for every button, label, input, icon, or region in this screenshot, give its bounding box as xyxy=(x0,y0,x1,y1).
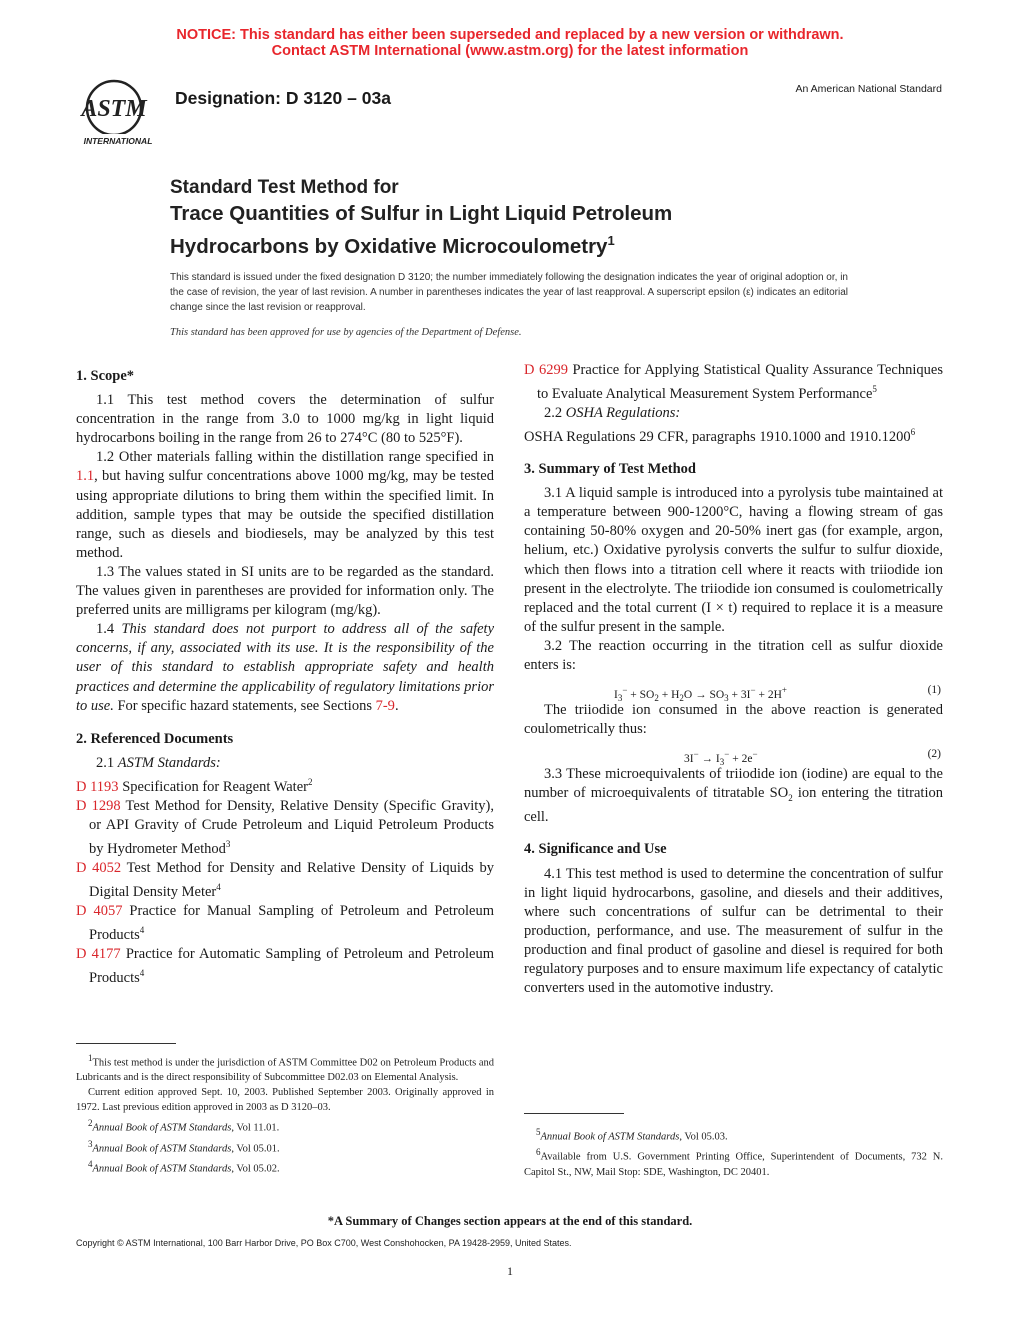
footnotes-right xyxy=(524,1125,943,1181)
ref-item: D 1298 Test Method for Density, Relative Density (Specific Gravity), or API Gravity of Crude Petroleum and Liquid Petroleum Products by Hydrometer Method$^3$ xyxy=(76,797,494,857)
title-line-1: Standard Test Method for xyxy=(170,177,399,198)
svg-text:INTERNATIONAL: INTERNATIONAL xyxy=(83,136,153,146)
astm-standards-label: 2.1 ASTM Standards: xyxy=(96,754,221,771)
title-footnote-mark: 1 xyxy=(607,233,615,248)
ref-item: D 1193 Specification for Reagent Water$^2$ xyxy=(76,776,313,795)
footnote-3: $^3$Annual Book of ASTM Standards, Vol 05.01. xyxy=(88,1138,280,1155)
astm-logo xyxy=(76,78,160,150)
equation-1: $I_3^- + SO_2 + H_2O \to SO_3 + 3I^- + 2H^+$ (1) xyxy=(524,675,943,701)
ref-link[interactable]: D 6299 xyxy=(524,362,568,378)
document-title xyxy=(170,176,672,260)
footnote-2: $^2$Annual Book of ASTM Standards, Vol 11.01. xyxy=(88,1118,280,1134)
equation-1-number: (1) xyxy=(927,684,941,697)
designation: Designation: D 3120 – 03a xyxy=(175,88,391,108)
ref-item: D 4057 Practice for Manual Sampling of Petroleum and Petroleum Products$^4$ xyxy=(76,902,494,943)
notice-line-1: NOTICE: This standard has either been superseded and replaced by a new version or withdrawn. xyxy=(176,27,844,43)
equation-2: $3I^- \to I_3^- + 2e^-$ (2) xyxy=(524,739,943,765)
title-line-3: Hydrocarbons by Oxidative Microcoulometry xyxy=(170,234,608,258)
scope-1-2: 1.2 Other materials falling within the distillation range specified in 1.1, but having sulfur concentrations above 1000 mg/kg, may be tested using appropriate dilutions to bring them within the specified limit. In addition, sample types that may be outside the specified distillation range, such as diesels and biodiesels, may be analyzed by this test method. xyxy=(76,449,494,561)
equation-2-number: (2) xyxy=(927,748,941,761)
summary-3-1: 3.1 A liquid sample is introduced into a pyrolysis tube maintained at a temperature between 900-1200°C, having a flowing stream of gas containing 50-80% oxygen and 20-50% inert gas (for example, argon, helium, etc.) Oxidative pyrolysis converts the sulfur to sulfur dioxide, which then flows into a titration cell where it reacts with triiodide ion present in the electrolyte. The triiodide ion consumed is coulometrically replaced and the total current (I × t) required to replace it is a measure of the sulfur present in the sample. xyxy=(524,485,943,635)
footnote-4: $^4$Annual Book of ASTM Standards, Vol 05.02. xyxy=(88,1158,280,1175)
footnotes-left xyxy=(76,1051,494,1177)
ref-link[interactable]: D 4057 xyxy=(76,902,123,919)
summary-3-2: 3.2 The reaction occurring in the titration cell as sulfur dioxide enters is: xyxy=(524,637,943,673)
title-line-2: Trace Quantities of Sulfur in Light Liquid Petroleum xyxy=(170,202,673,225)
scope-1-1: 1.1 This test method covers the determination of sulfur concentration in the range from 3.0 to 1000 mg/kg in light liquid hydrocarbons boiling in the range from 26 to 274°C (80 to 525°F). xyxy=(76,392,494,447)
section-link[interactable]: 1.1 xyxy=(76,468,95,485)
osha-label: 2.2 OSHA Regulations: xyxy=(544,405,681,422)
footnote-rule-left xyxy=(76,1043,176,1044)
ref-item: D 6299 Practice for Applying Statistical Quality Assurance Techniques to Evaluate Analytical Measurement System Performance$^5$ xyxy=(524,362,943,402)
svg-text:ASTM: ASTM xyxy=(81,96,147,122)
footnote-1: $^1$This test method is under the jurisdiction of ASTM Committee D02 on Petroleum Products and Lubricants and is the direct responsibility of Subcommittee D02.03 on Elemental Analysis. xyxy=(76,1053,494,1084)
footnote-5: $^5$Annual Book of ASTM Standards, Vol 05.03. xyxy=(536,1127,728,1143)
summary-of-changes-note: *A Summary of Changes section appears at the end of this standard. xyxy=(327,1214,693,1228)
significance-4-1: 4.1 This test method is used to determine the concentration of sulfur in light liquid hydrocarbons, gasoline, and diesels and their additives, where such concentrations of sulfur can be detrimental to their production, performance, and use. The measurement of sulfur in the production and final product of gasoline and diesel is required for both regulatory purposes and to ensure maximum life expectancy of catalytic converters used in the automotive industry. xyxy=(524,865,943,997)
footnote-6: $^6$Available from U.S. Government Printing Office, Superintendent of Documents, 732 N. Capitol St., NW, Mail Stop: SDE, Washington, DC 20401. xyxy=(524,1147,943,1178)
american-national-standard: An American National Standard xyxy=(795,83,942,95)
notice-line-2: Contact ASTM International (www.astm.org) for the latest information xyxy=(271,43,749,59)
summary-3-3: 3.3 These microequivalents of triiodide ion (iodine) are equal to the number of microequivalents of titratable $SO_2$ ion entering the titration cell. xyxy=(524,766,943,826)
issued-note: This standard is issued under the fixed designation D 3120; the number immediately following the designation indicates the year of original adoption or, in the case of revision, the year of last revision. A number in parentheses indicates the year of last reapproval. A superscript epsilon (ε) indicates an editorial change since the last revision or reapproval. xyxy=(170,272,848,313)
referenced-heading: 2. Referenced Documents xyxy=(76,730,234,747)
ref-link[interactable]: D 1298 xyxy=(76,797,121,814)
ref-link[interactable]: D 4177 xyxy=(76,945,121,962)
section-link[interactable]: 7-9 xyxy=(375,697,395,714)
ref-link[interactable]: D 4052 xyxy=(76,859,122,876)
left-column xyxy=(76,356,494,988)
ref-item: D 4177 Practice for Automatic Sampling of Petroleum and Petroleum Products$^4$ xyxy=(76,945,494,986)
right-column xyxy=(524,361,943,998)
summary-heading: 3. Summary of Test Method xyxy=(524,461,696,478)
footnote-rule-right xyxy=(524,1113,624,1114)
page-number: 1 xyxy=(507,1264,513,1278)
footnote-1-edition: Current edition approved Sept. 10, 2003. Published September 2003. Originally approved in 1972. Last previous edition approved in 2003 as D 3120–03. xyxy=(76,1087,494,1114)
copyright: Copyright © ASTM International, 100 Barr Harbor Drive, PO Box C700, West Conshohocken, PA 19428-2959, United States. xyxy=(76,1238,572,1248)
summary-3-2b: The triiodide ion consumed in the above reaction is generated coulometrically thus: xyxy=(524,702,943,738)
ref-item: D 4052 Test Method for Density and Relative Density of Liquids by Digital Density Meter$^4$ xyxy=(76,859,494,900)
ref-link[interactable]: D 1193 xyxy=(76,778,119,795)
scope-1-4: 1.4 This standard does not purport to address all of the safety concerns, if any, associated with its use. It is the responsibility of the user of this standard to establish appropriate safety and health practices and determine the applicability of regulatory limitations prior to use. For specific hazard statements, see Sections 7-9. xyxy=(76,621,495,714)
significance-heading: 4. Significance and Use xyxy=(524,841,667,858)
scope-heading: 1. Scope* xyxy=(76,368,134,384)
osha-ref: OSHA Regulations 29 CFR, paragraphs 1910.1000 and 1910.1200$^6$ xyxy=(524,427,916,445)
approved-note: This standard has been approved for use by agencies of the Department of Defense. xyxy=(170,327,522,338)
withdrawn-notice xyxy=(0,27,1020,59)
scope-1-3: 1.3 The values stated in SI units are to be regarded as the standard. The values given in parentheses are provided for information only. The preferred units are milligrams per kilogram (mg/kg). xyxy=(76,563,494,619)
